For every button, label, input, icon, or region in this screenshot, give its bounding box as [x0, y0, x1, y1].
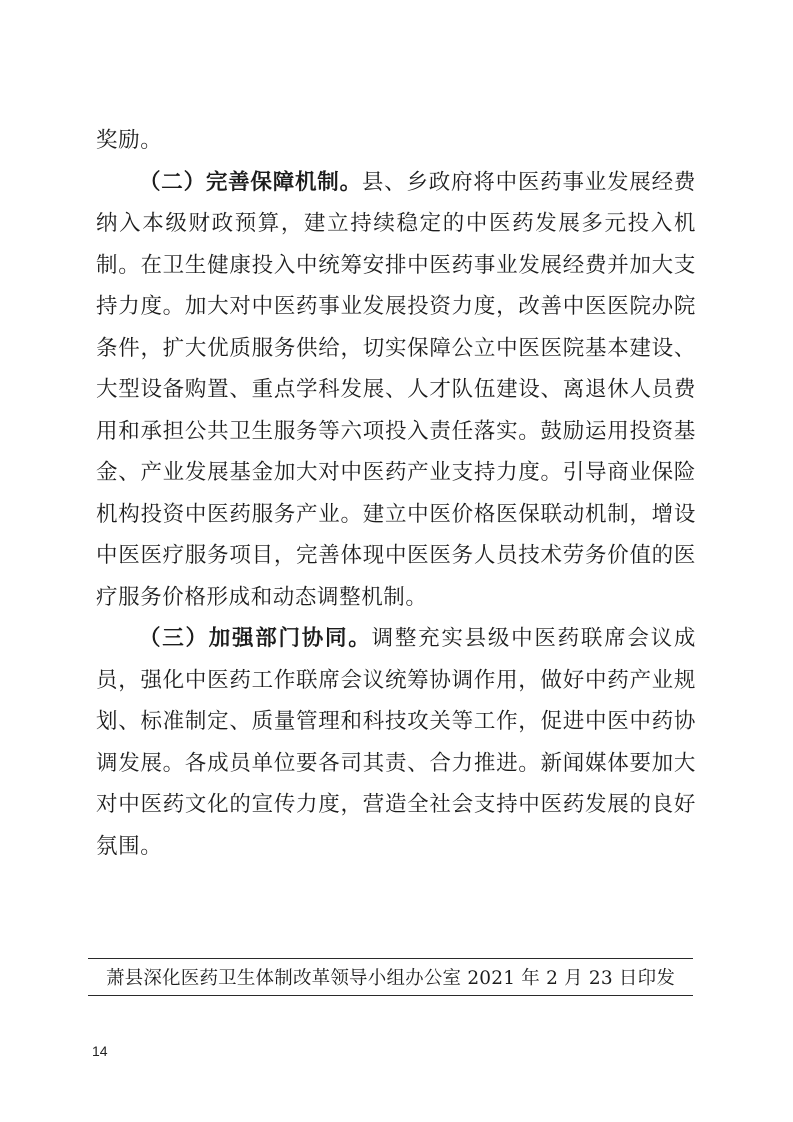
issuance-colophon — [88, 958, 693, 996]
document-body — [96, 120, 696, 867]
page-number: 14 — [92, 1043, 108, 1059]
section-paragraph-3 — [96, 618, 696, 867]
section-text-2: 县、乡政府将中医药事业发展经费纳入本级财政预算，建立持续稳定的中医药发展多元投入机制。在卫生健康投入中统筹安排中医药事业发展经费并加大支持力度。加大对中医药事业发展投资力度，改善中医医院办院条件，扩大优质服务供给，切实保障公立中医医院基本建设、大型设备购置、重点学科发展、人才队伍建设、离退休人员费用和承担公共卫生服务等六项投入责任落实。鼓励运用投资基金、产业发展基金加大对中医药产业支持力度。引导商业保险机构投资中医药服务产业。建立中医价格医保联动机制，增设中医医疗服务项目，完善体现中医医务人员技术劳务价值的医疗服务价格形成和动态调整机制。 — [96, 169, 696, 610]
section-heading-2: （二）完善保障机制。 — [139, 169, 362, 195]
section-paragraph-2 — [96, 162, 696, 619]
colophon-text: 萧县深化医药卫生体制改革领导小组办公室 2021 年 2 月 23 日印发 — [105, 968, 676, 989]
section-text-3: 调整充实县级中医药联席会议成员，强化中医药工作联席会议统筹协调作用，做好中药产业规划、标准制定、质量管理和科技攻关等工作，促进中医中药协调发展。各成员单位要各司其责、合力推进。新闻媒体要加大对中医药文化的宣传力度，营造全社会支持中医药发展的良好氛围。 — [96, 626, 696, 859]
section-heading-3: （三）加强部门协同。 — [139, 626, 372, 651]
continuation-paragraph: 奖励。 — [96, 128, 163, 153]
